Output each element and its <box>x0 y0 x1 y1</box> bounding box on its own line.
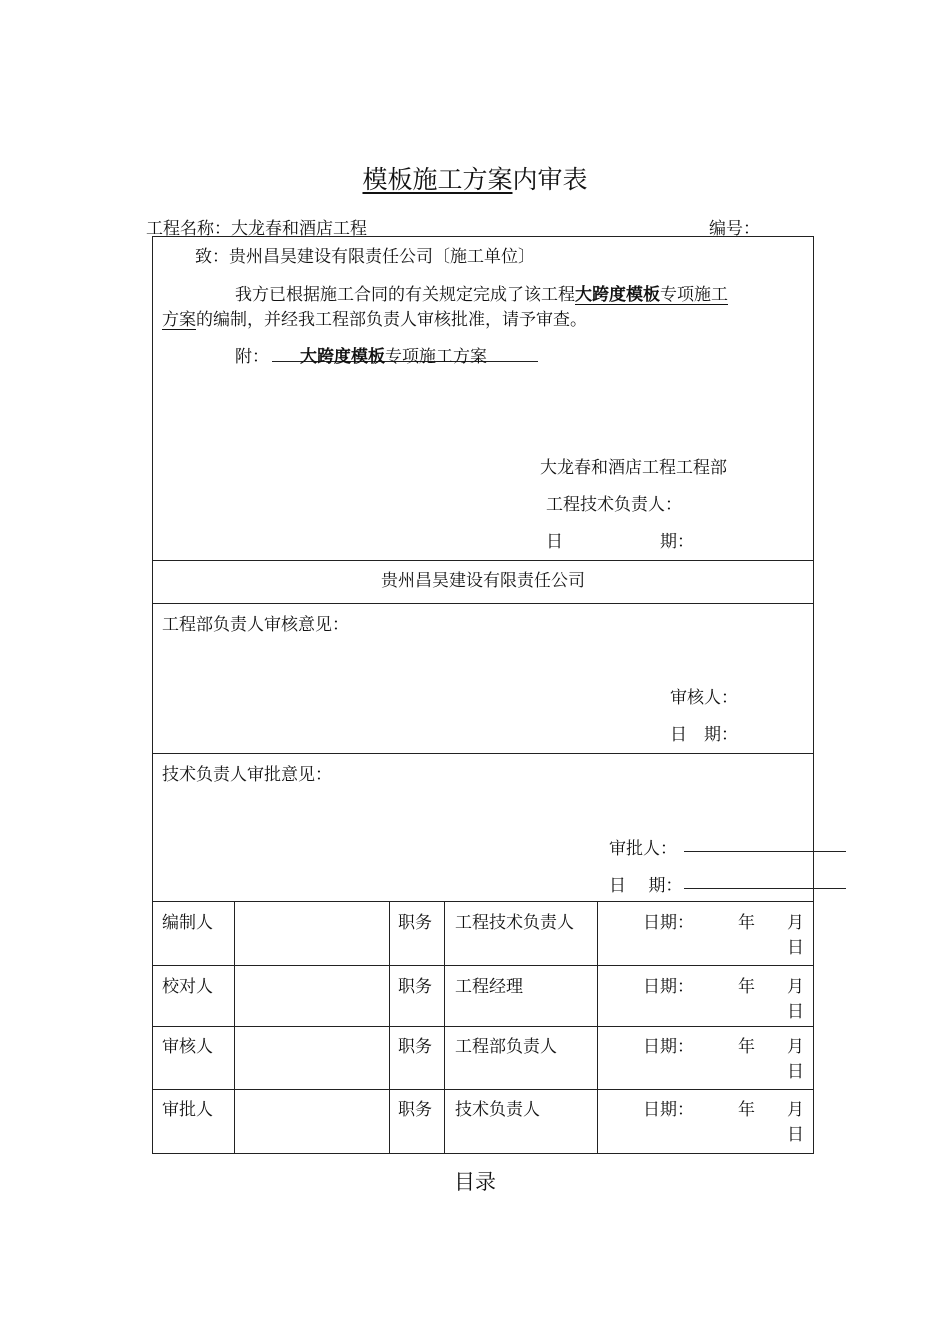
title-plain: 内审表 <box>512 165 588 194</box>
review-date-label: 日 期： <box>670 725 738 745</box>
year-label: 年 <box>738 977 755 997</box>
month-label: 月 <box>787 977 804 997</box>
table-of-contents-heading: 目录 <box>454 1170 496 1194</box>
table-column-divider <box>389 901 390 1154</box>
page-title <box>0 160 950 196</box>
position-label: 职务 <box>398 1037 432 1057</box>
attachment-bold: 大跨度模板 <box>300 347 385 367</box>
position-cell: 工程经理 <box>455 977 523 997</box>
date-label: 日期： <box>643 1037 694 1057</box>
month-label: 月 <box>787 913 804 933</box>
review-opinion-label: 工程部负责人审核意见： <box>162 615 349 635</box>
divider <box>152 1089 814 1090</box>
statement-suffix: 的编制，并经我工程部负责人审核批准，请予审查。 <box>196 310 587 330</box>
month-label: 月 <box>787 1100 804 1120</box>
year-label: 年 <box>738 1100 755 1120</box>
month-label: 月 <box>787 1037 804 1057</box>
position-label: 职务 <box>398 977 432 997</box>
statement-prefix: 我方已根据施工合同的有关规定完成了该工程 <box>235 285 575 305</box>
day-label: 日 <box>787 1125 804 1145</box>
date-label: 日期： <box>643 913 694 933</box>
day-label: 日 <box>787 938 804 958</box>
divider <box>152 965 814 966</box>
divider <box>152 560 814 561</box>
attachment-plain: 专项施工方案 <box>385 347 487 367</box>
divider <box>152 1026 814 1027</box>
role-cell: 审核人 <box>162 1037 213 1057</box>
serial-number-label: 编号： <box>709 219 760 239</box>
attachment-label: 附： <box>235 347 269 367</box>
date-label: 日期： <box>643 977 694 997</box>
approver-signature-line <box>684 851 846 852</box>
day-label: 日 <box>787 1062 804 1082</box>
statement-underlined: 专项施工 <box>660 285 728 305</box>
table-column-divider <box>234 901 235 1154</box>
year-label: 年 <box>738 1037 755 1057</box>
date-label-left: 日 <box>546 532 563 552</box>
position-label: 职务 <box>398 913 432 933</box>
approval-date-label: 日 期： <box>609 876 683 896</box>
attachment-title <box>272 342 538 367</box>
addressee-line: 致：贵州昌昊建设有限责任公司〔施工单位〕 <box>195 247 535 267</box>
tech-lead-label: 工程技术负责人： <box>546 495 682 515</box>
statement-line-1 <box>235 280 728 305</box>
approval-date-line <box>684 888 846 889</box>
divider <box>152 901 814 902</box>
position-cell: 工程部负责人 <box>455 1037 557 1057</box>
project-name: 工程名称：大龙春和酒店工程 <box>146 219 367 239</box>
statement-line-2 <box>162 305 587 330</box>
role-cell: 编制人 <box>162 913 213 933</box>
title-underlined: 模板施工方案 <box>362 165 513 194</box>
role-cell: 校对人 <box>162 977 213 997</box>
position-cell: 技术负责人 <box>455 1100 540 1120</box>
date-label: 日期： <box>643 1100 694 1120</box>
company-row: 贵州昌昊建设有限责任公司 <box>381 571 585 591</box>
divider <box>152 753 814 754</box>
reviewer-label: 审核人： <box>670 688 738 708</box>
role-cell: 审批人 <box>162 1100 213 1120</box>
table-column-divider <box>597 901 598 1154</box>
year-label: 年 <box>738 913 755 933</box>
day-label: 日 <box>787 1002 804 1022</box>
position-cell: 工程技术负责人 <box>455 913 574 933</box>
position-label: 职务 <box>398 1100 432 1120</box>
statement-bold: 大跨度模板 <box>575 285 660 305</box>
divider <box>152 603 814 604</box>
table-column-divider <box>444 901 445 1154</box>
statement-underlined-2: 方案 <box>162 310 196 330</box>
approval-opinion-label: 技术负责人审批意见： <box>162 765 332 785</box>
approver-label: 审批人： <box>609 839 677 859</box>
department-name: 大龙春和酒店工程工程部 <box>540 458 727 478</box>
date-label-right: 期： <box>660 532 694 552</box>
